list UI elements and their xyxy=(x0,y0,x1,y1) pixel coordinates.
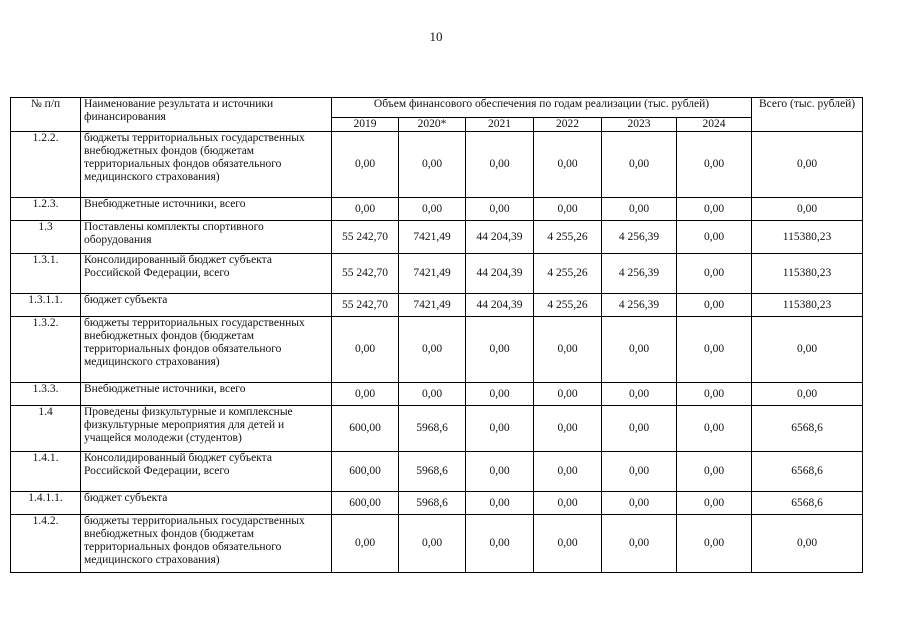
value-cell: 0,00 xyxy=(602,515,677,573)
row-name: Внебюджетные источники, всего xyxy=(81,383,332,406)
value-cell: 0,00 xyxy=(534,132,602,198)
value-cell: 0,00 xyxy=(602,198,677,221)
value-cell: 4 256,39 xyxy=(602,221,677,254)
value-cell: 0,00 xyxy=(466,515,534,573)
row-name: Консолидированный бюджет субъекта Российской Федерации, всего xyxy=(81,254,332,294)
value-cell: 600,00 xyxy=(332,492,399,515)
value-cell: 0,00 xyxy=(677,515,752,573)
value-cell: 55 242,70 xyxy=(332,221,399,254)
value-cell: 0,00 xyxy=(399,383,466,406)
row-number: 1.4.2. xyxy=(11,515,81,573)
total-cell: 115380,23 xyxy=(752,294,863,317)
value-cell: 4 255,26 xyxy=(534,221,602,254)
value-cell: 0,00 xyxy=(332,317,399,383)
value-cell: 0,00 xyxy=(534,383,602,406)
row-number: 1.4.1. xyxy=(11,452,81,492)
budget-table xyxy=(10,97,863,573)
row-number: 1.2.3. xyxy=(11,198,81,221)
value-cell: 0,00 xyxy=(602,132,677,198)
header-number: № п/п xyxy=(11,98,81,132)
row-number: 1.4 xyxy=(11,406,81,452)
year-header: 2022 xyxy=(534,118,602,132)
row-name: Проведены физкультурные и комплексные физкультурные мероприятия для детей и учащейся молодежи (студентов) xyxy=(81,406,332,452)
row-number: 1.3.1.1. xyxy=(11,294,81,317)
value-cell: 4 255,26 xyxy=(534,294,602,317)
value-cell: 0,00 xyxy=(602,317,677,383)
value-cell: 0,00 xyxy=(677,294,752,317)
value-cell: 0,00 xyxy=(677,383,752,406)
value-cell: 0,00 xyxy=(332,383,399,406)
table-row xyxy=(11,317,863,383)
value-cell: 0,00 xyxy=(602,383,677,406)
row-name: Поставлены комплекты спортивного оборудования xyxy=(81,221,332,254)
value-cell: 0,00 xyxy=(534,198,602,221)
row-number: 1.2.2. xyxy=(11,132,81,198)
year-header: 2024 xyxy=(677,118,752,132)
year-header: 2023 xyxy=(602,118,677,132)
total-cell: 6568,6 xyxy=(752,452,863,492)
table-body xyxy=(11,132,863,573)
table-row xyxy=(11,383,863,406)
table-row xyxy=(11,132,863,198)
table-row xyxy=(11,294,863,317)
total-cell: 6568,6 xyxy=(752,492,863,515)
value-cell: 0,00 xyxy=(534,515,602,573)
year-header: 2020* xyxy=(399,118,466,132)
total-cell: 6568,6 xyxy=(752,406,863,452)
value-cell: 44 204,39 xyxy=(466,294,534,317)
table-row xyxy=(11,515,863,573)
row-number: 1.3.1. xyxy=(11,254,81,294)
value-cell: 600,00 xyxy=(332,406,399,452)
value-cell: 0,00 xyxy=(602,406,677,452)
value-cell: 0,00 xyxy=(534,317,602,383)
header-total: Всего (тыс. рублей) xyxy=(752,98,863,132)
value-cell: 55 242,70 xyxy=(332,294,399,317)
value-cell: 0,00 xyxy=(332,515,399,573)
value-cell: 0,00 xyxy=(466,317,534,383)
value-cell: 0,00 xyxy=(677,254,752,294)
value-cell: 0,00 xyxy=(677,406,752,452)
value-cell: 0,00 xyxy=(332,198,399,221)
value-cell: 0,00 xyxy=(399,198,466,221)
table-row xyxy=(11,198,863,221)
page-number: 10 xyxy=(429,29,443,44)
value-cell: 0,00 xyxy=(466,198,534,221)
table-row xyxy=(11,492,863,515)
value-cell: 0,00 xyxy=(677,198,752,221)
value-cell: 55 242,70 xyxy=(332,254,399,294)
table-row xyxy=(11,254,863,294)
year-header: 2019 xyxy=(332,118,399,132)
row-name: бюджет субъекта xyxy=(81,294,332,317)
total-cell: 115380,23 xyxy=(752,254,863,294)
value-cell: 0,00 xyxy=(466,492,534,515)
value-cell: 5968,6 xyxy=(399,406,466,452)
value-cell: 7421,49 xyxy=(399,294,466,317)
value-cell: 7421,49 xyxy=(399,254,466,294)
table-row xyxy=(11,452,863,492)
value-cell: 5968,6 xyxy=(399,492,466,515)
row-name: Консолидированный бюджет субъекта Российской Федерации, всего xyxy=(81,452,332,492)
value-cell: 600,00 xyxy=(332,452,399,492)
row-name: бюджет субъекта xyxy=(81,492,332,515)
value-cell: 0,00 xyxy=(534,406,602,452)
total-cell: 0,00 xyxy=(752,198,863,221)
value-cell: 0,00 xyxy=(677,132,752,198)
table-row xyxy=(11,221,863,254)
header-volume: Объем финансового обеспечения по годам реализации (тыс. рублей) xyxy=(332,98,752,118)
row-name: бюджеты территориальных государственных внебюджетных фондов (бюджетам территориальных фондов обязательного медицинского страхования) xyxy=(81,132,332,198)
row-name: бюджеты территориальных государственных внебюджетных фондов (бюджетам территориальных фондов обязательного медицинского страхования) xyxy=(81,317,332,383)
value-cell: 4 256,39 xyxy=(602,254,677,294)
total-cell: 0,00 xyxy=(752,515,863,573)
value-cell: 44 204,39 xyxy=(466,254,534,294)
value-cell: 0,00 xyxy=(677,492,752,515)
value-cell: 0,00 xyxy=(466,452,534,492)
value-cell: 4 255,26 xyxy=(534,254,602,294)
value-cell: 0,00 xyxy=(677,221,752,254)
value-cell: 0,00 xyxy=(602,492,677,515)
table-row xyxy=(11,406,863,452)
total-cell: 115380,23 xyxy=(752,221,863,254)
row-number: 1.3.3. xyxy=(11,383,81,406)
value-cell: 44 204,39 xyxy=(466,221,534,254)
row-number: 1.3 xyxy=(11,221,81,254)
value-cell: 0,00 xyxy=(466,132,534,198)
row-name: Внебюджетные источники, всего xyxy=(81,198,332,221)
value-cell: 0,00 xyxy=(534,452,602,492)
value-cell: 0,00 xyxy=(466,406,534,452)
total-cell: 0,00 xyxy=(752,317,863,383)
value-cell: 0,00 xyxy=(677,317,752,383)
row-number: 1.4.1.1. xyxy=(11,492,81,515)
row-number: 1.3.2. xyxy=(11,317,81,383)
value-cell: 0,00 xyxy=(677,452,752,492)
year-header: 2021 xyxy=(466,118,534,132)
value-cell: 5968,6 xyxy=(399,452,466,492)
value-cell: 7421,49 xyxy=(399,221,466,254)
value-cell: 0,00 xyxy=(332,132,399,198)
total-cell: 0,00 xyxy=(752,132,863,198)
value-cell: 4 256,39 xyxy=(602,294,677,317)
total-cell: 0,00 xyxy=(752,383,863,406)
value-cell: 0,00 xyxy=(602,452,677,492)
value-cell: 0,00 xyxy=(399,515,466,573)
value-cell: 0,00 xyxy=(534,492,602,515)
value-cell: 0,00 xyxy=(466,383,534,406)
value-cell: 0,00 xyxy=(399,132,466,198)
value-cell: 0,00 xyxy=(399,317,466,383)
header-name: Наименование результата и источники финансирования xyxy=(81,98,332,132)
row-name: бюджеты территориальных государственных внебюджетных фондов (бюджетам территориальных фондов обязательного медицинского страхования) xyxy=(81,515,332,573)
